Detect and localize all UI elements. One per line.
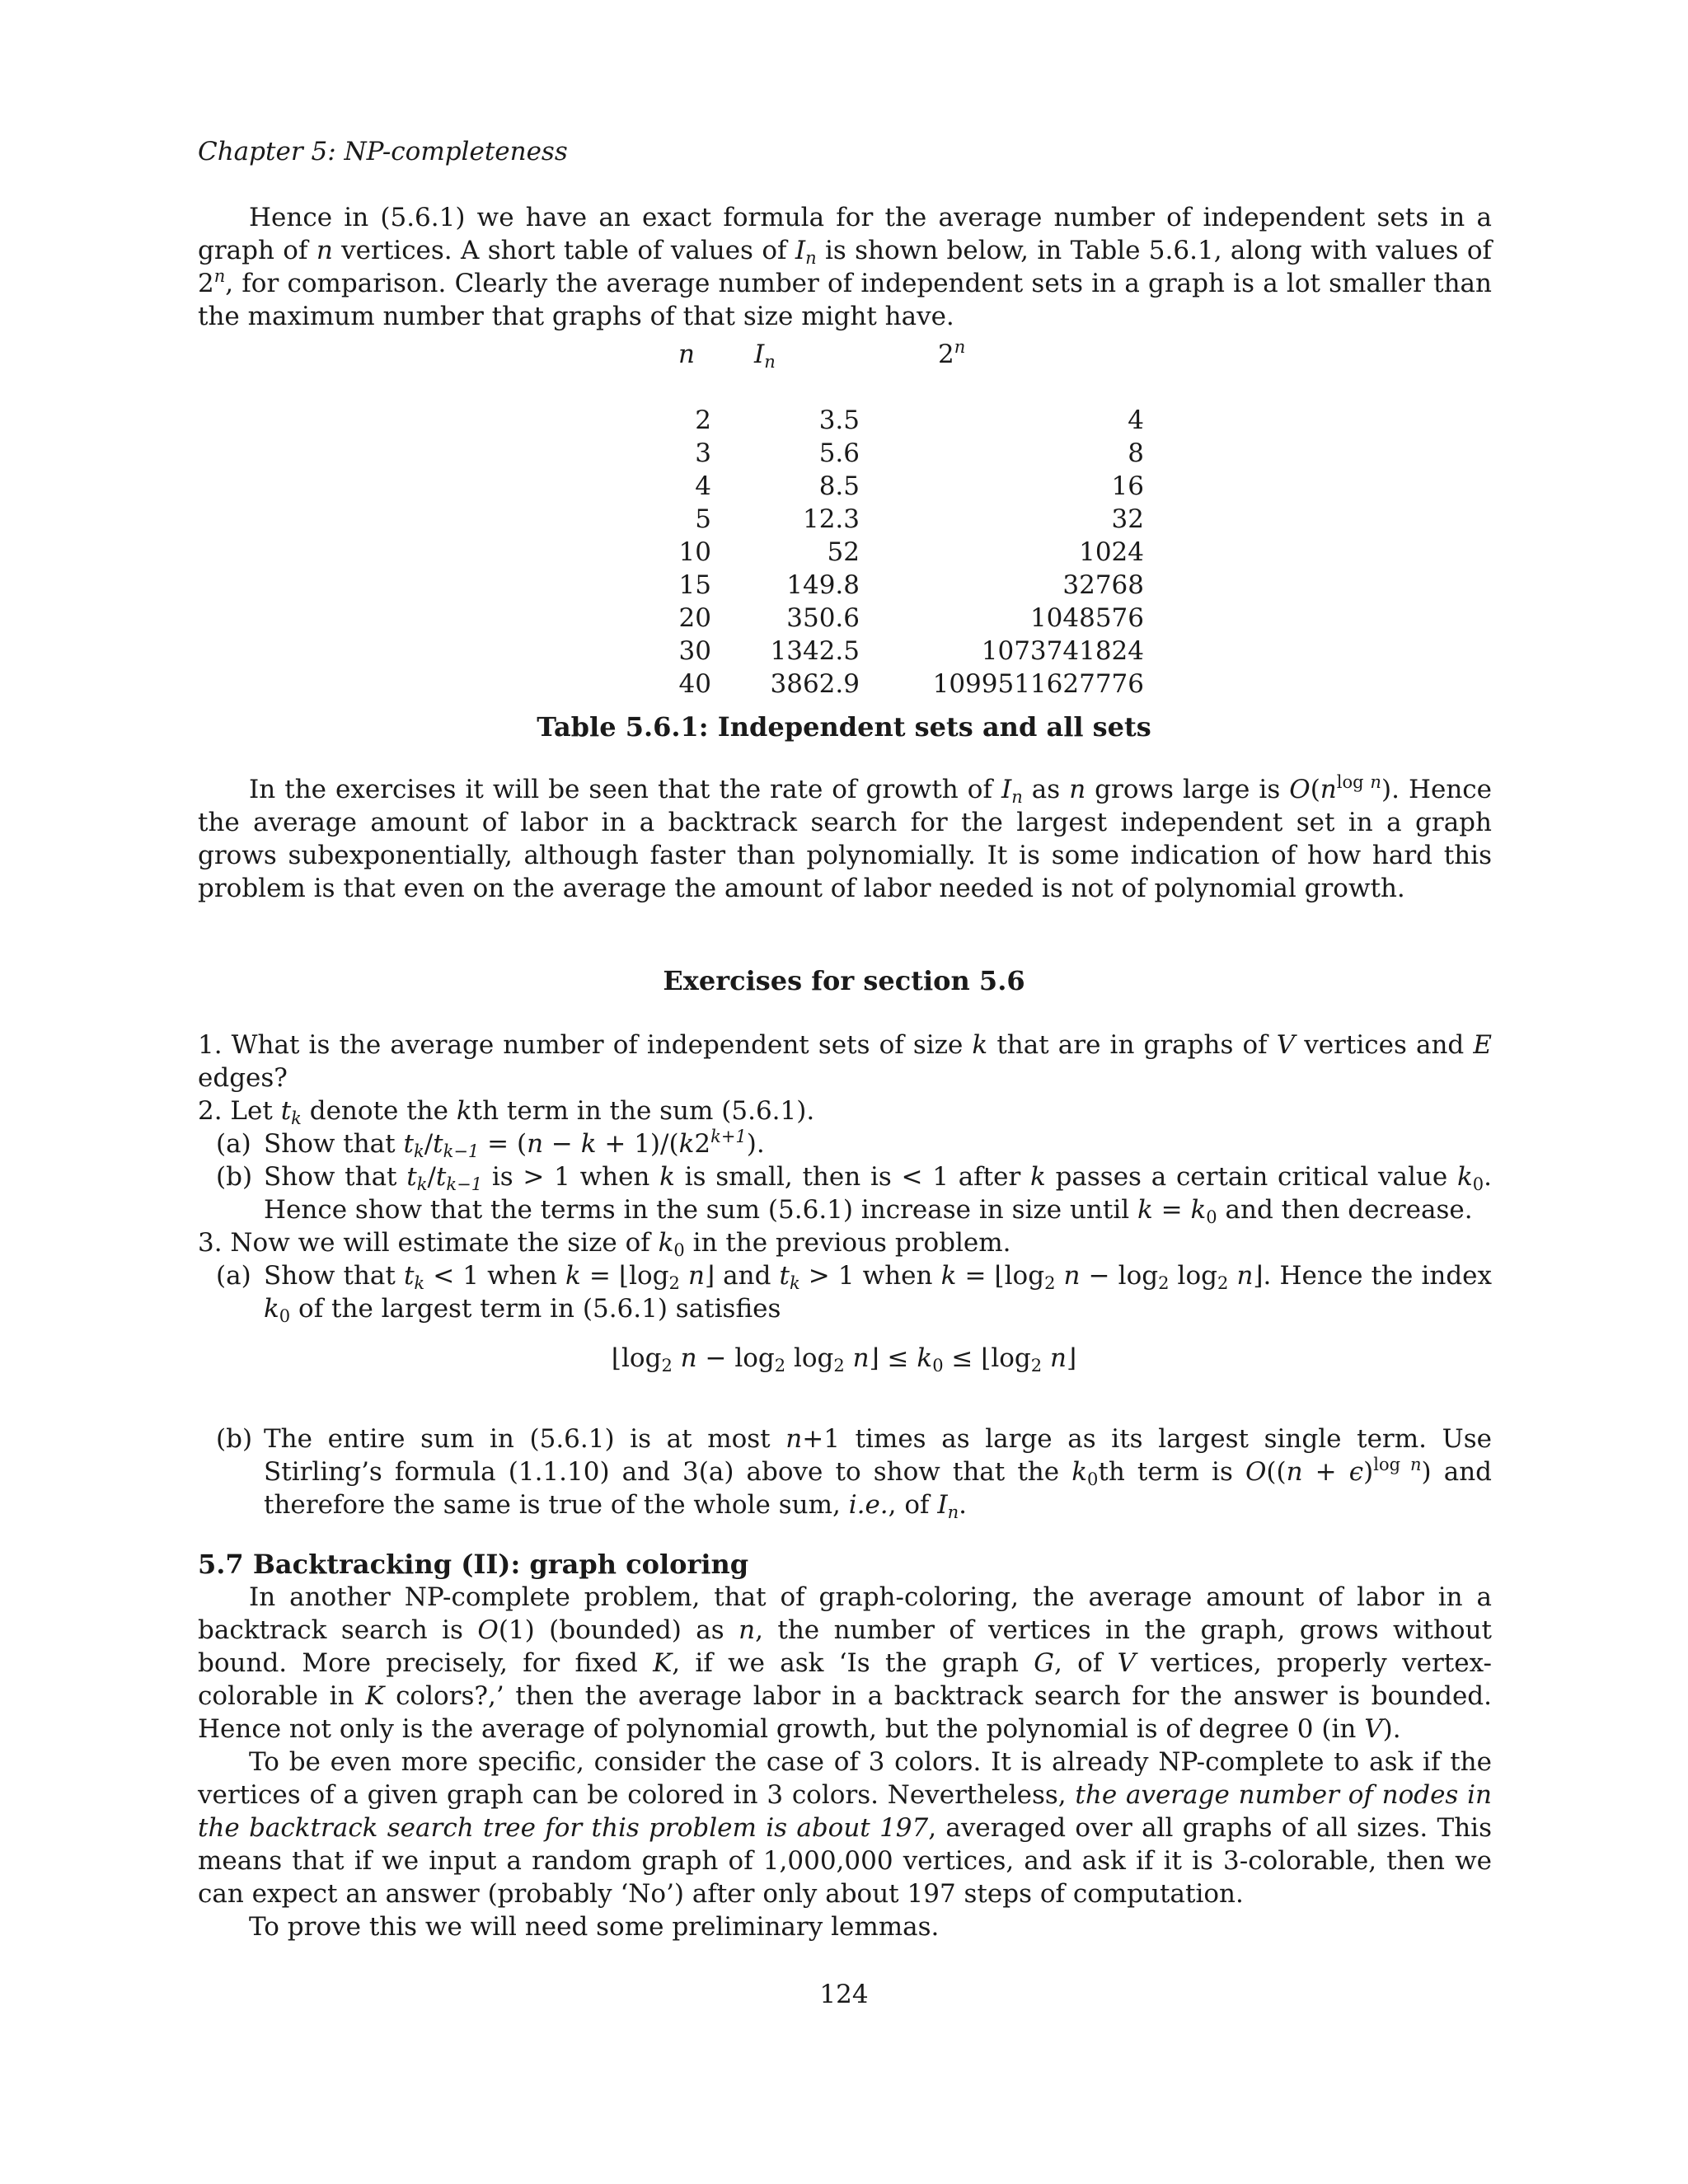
intro-paragraph: Hence in (5.6.1) we have an exact formula for the average number of independent sets in a graph of n vertices. A short table of values of $I_n$ is shown below, in Table 5.6.1, along with values of 2$^n$, for comparison. Clearly the average number of independent sets in a graph is a lot smaller than the maximum number that graphs of that size might have. [198, 203, 1492, 331]
table-caption: Table 5.6.1: Independent sets and all sets [537, 711, 1151, 743]
cell-In: 3.5 [818, 405, 860, 435]
table-row [655, 503, 1144, 536]
cell-n: 15 [678, 570, 711, 600]
exercise-3b-block [198, 1422, 1492, 1521]
section-paragraph-2: To be even more specific, consider the case of 3 colors. It is already NP-complete to ask if the vertices of a given graph can be colored in 3 colors. Nevertheless, the average number of nodes in the backtrack search tree for this problem is about 197, averaged over all graphs of all sizes. This means that if we input a random graph of 1,000,000 vertices, and ask if it is 3-colorable, then we can expect an answer (probably ‘No’) after only about 197 steps of computation. [198, 1747, 1492, 1909]
cell-In: 3862.9 [770, 669, 860, 699]
cell-In: 1342.5 [770, 636, 860, 666]
display-inequality: $⌊\log_2$ $n - \log_2 \log_2$ n⌋ ≤ $k_0$ ≤ $⌊\log_2$ n⌋ [611, 1343, 1077, 1376]
cell-n: 10 [678, 537, 711, 567]
cell-2n: 1048576 [1029, 603, 1144, 633]
table-row [655, 569, 1144, 602]
cell-n: 40 [678, 669, 711, 699]
cell-n: 30 [678, 636, 711, 666]
exercise-2: 2. Let $t_k$ denote the kth term in the sum (5.6.1). [198, 1096, 815, 1128]
cell-n: 20 [678, 603, 711, 633]
cell-2n: 1024 [1079, 537, 1144, 567]
cell-In: 8.5 [818, 471, 860, 501]
cell-n: 4 [695, 471, 711, 501]
growth-paragraph: In the exercises it will be seen that the rate of growth of $I_n$ as n grows large is $O(n^{log n})$. Hence the average amount of labor in a backtrack search for the largest independent set in a graph grows subexponentially, although faster than polynomially. It is some indication of how hard this problem is that even on the average the amount of labor needed is not of polynomial growth. [198, 772, 1492, 903]
cell-In: 12.3 [802, 504, 860, 534]
cell-2n: 16 [1111, 471, 1144, 501]
cell-2n: 4 [1128, 405, 1144, 435]
table-row [655, 536, 1144, 569]
cell-2n: 8 [1128, 438, 1144, 468]
cell-In: 52 [827, 537, 860, 567]
table-row [655, 470, 1144, 503]
cell-In: 149.8 [786, 570, 860, 600]
table-row [655, 668, 1144, 701]
values-table [655, 338, 1144, 701]
exercise-2a: (a) Show that $t_k/t_{k-1} = (n - k + 1)/(k2^{k+1})$. [216, 1127, 765, 1161]
section-paragraph-3: To prove this we will need some preliminary lemmas. [249, 1912, 940, 1942]
section-paragraph-1: In another NP-complete problem, that of graph-coloring, the average amount of labor in a backtrack search is O(1) (bounded) as n, the number of vertices in the graph, grows without bound. More precisely, for fixed K, if we ask ‘Is the graph G, of V vertices, properly vertex-colorable in K colors?,’ then the average labor in a backtrack search for the answer is bounded. Hence not only is the average of polynomial growth, but the polynomial is of degree 0 (in V). [198, 1582, 1492, 1744]
table-body [655, 371, 1144, 701]
cell-In: 5.6 [818, 438, 860, 468]
running-head-rest: -completeness [382, 137, 568, 166]
header-n: n [678, 340, 695, 369]
running-head [198, 135, 568, 168]
cell-n: 3 [695, 438, 711, 468]
exercises-list [198, 1029, 1492, 1325]
exercise-3b: (b) The entire sum in (5.6.1) is at most n+1 times as large as its largest single term. Use Stirling’s formula (1.1.10) and 3(a) above to show that the $k_0th$ term is $O((n + \epsilon)^{log n})$ and therefore the same is true of the whole sum, i.e., of $I_n$. [216, 1424, 1493, 1522]
section-body [198, 1581, 1492, 1943]
cell-2n: 1073741824 [981, 636, 1144, 666]
cell-n: 2 [695, 405, 711, 435]
table-header-row [655, 338, 1144, 371]
table-row [655, 602, 1144, 635]
exercises-title: Exercises for section 5.6 [663, 965, 1025, 996]
table-row [655, 404, 1144, 437]
exercise-3a: (a) Show that $t_k < 1$ when $k = ⌊\log_2$ n⌋ and $t_k > 1$ when $k = ⌊\log_2$ $n - \log_2 \log_2$ n⌋. Hence the index $k_0$ of the largest term in (5.6.1) satisfies [216, 1261, 1492, 1326]
table-row [655, 635, 1144, 668]
running-head-np: NP [344, 137, 382, 166]
cell-2n: 32 [1111, 504, 1144, 534]
table-row [655, 437, 1144, 470]
exercise-1: 1. What is the average number of independent sets of size k that are in graphs of V vertices and E edges? [198, 1030, 1492, 1093]
cell-2n: 1099511627776 [932, 669, 1144, 699]
header-2n: 2$^n$ [938, 337, 966, 369]
page-number: 124 [819, 1980, 869, 2009]
cell-2n: 32768 [1062, 570, 1144, 600]
exercise-3: 3. Now we will estimate the size of $k_0$ in the previous problem. [198, 1228, 1011, 1260]
cell-n: 5 [695, 504, 711, 534]
section-title: 5.7 Backtracking (II): graph coloring [198, 1549, 749, 1580]
cell-In: 350.6 [786, 603, 860, 633]
exercise-2b: (b) Show that $t_k/t_{k-1}$ is > 1 when k is small, then is < 1 after k passes a certain critical value $k_0$. Hence show that the terms in the sum (5.6.1) increase in size until $k = k_0$ and then decrease. [216, 1162, 1492, 1227]
header-In: $I_n$ [754, 340, 776, 372]
running-head-chapter: Chapter 5: [198, 137, 336, 166]
